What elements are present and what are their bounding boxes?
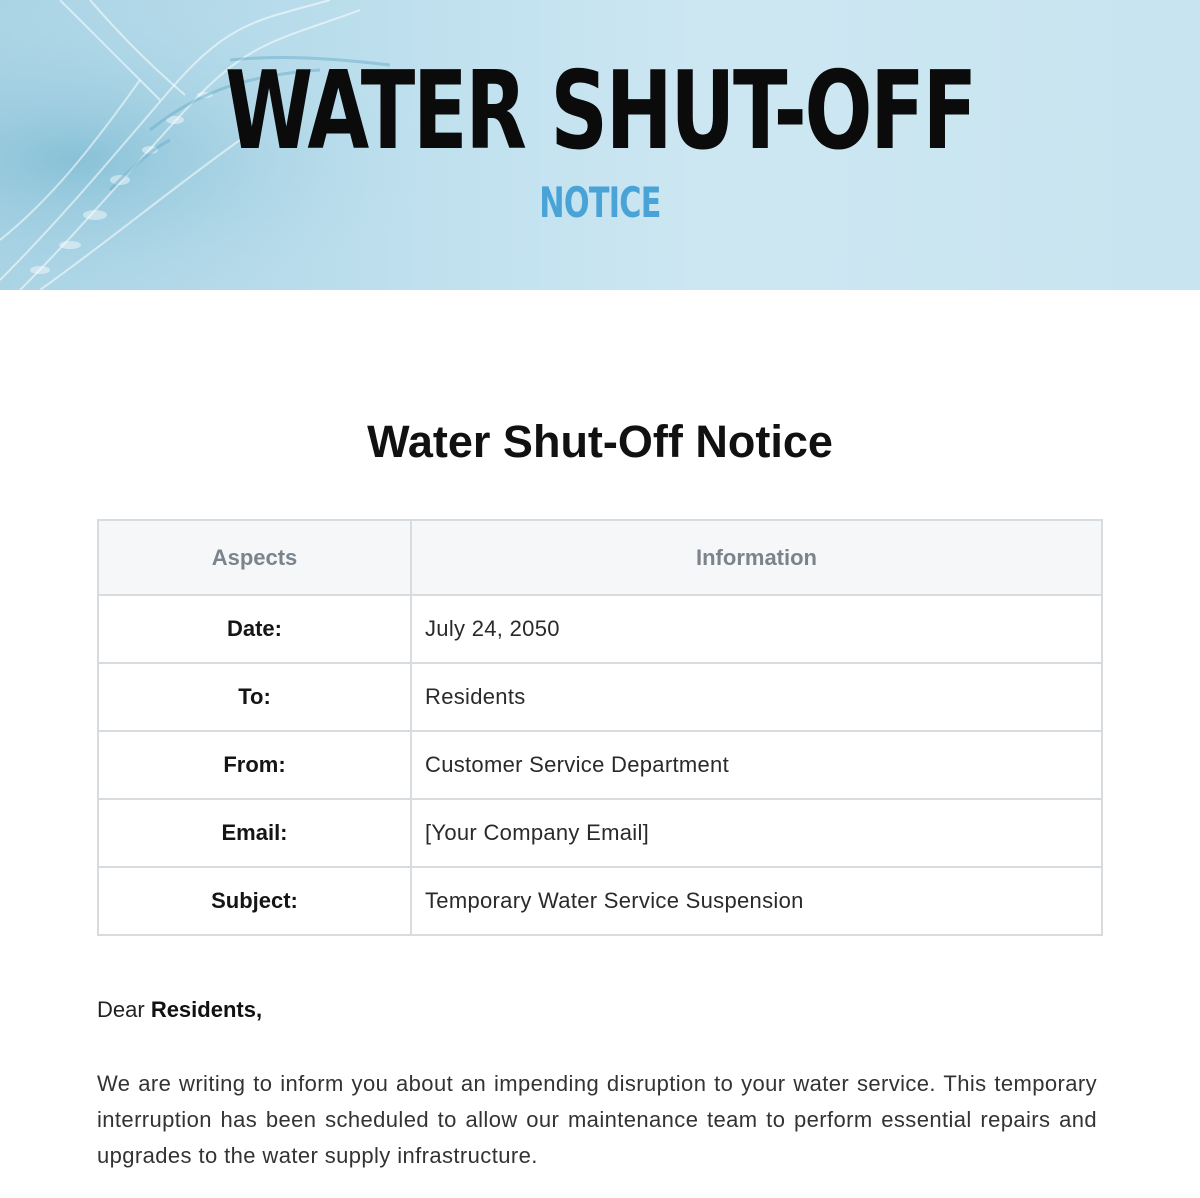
table-row <box>98 731 1102 799</box>
banner-title: WATER SHUT-OFF <box>224 49 976 174</box>
row-value: [Your Company Email] <box>411 799 1102 867</box>
table-row <box>98 595 1102 663</box>
salutation-name: Residents, <box>150 997 263 1022</box>
column-header-information: Information <box>411 520 1102 595</box>
table-row <box>98 799 1102 867</box>
row-value: July 24, 2050 <box>411 595 1102 663</box>
row-label: Date: <box>98 595 411 663</box>
header-banner <box>0 0 1200 290</box>
row-label: To: <box>98 663 411 731</box>
row-value: Residents <box>411 663 1102 731</box>
column-header-aspects: Aspects <box>98 520 411 595</box>
row-label: Email: <box>98 799 411 867</box>
notice-details-table <box>97 519 1103 936</box>
salutation-prefix: Dear <box>97 997 145 1022</box>
document-title: Water Shut-Off Notice <box>367 416 833 467</box>
banner-subtitle: NOTICE <box>539 178 661 227</box>
row-label: Subject: <box>98 867 411 935</box>
table-row <box>98 867 1102 935</box>
row-value: Customer Service Department <box>411 731 1102 799</box>
row-label: From: <box>98 731 411 799</box>
salutation <box>97 997 262 1023</box>
body-paragraph: We are writing to inform you about an impending disruption to your water service. This temporary interruption has been scheduled to allow our maintenance team to perform essential repairs and upgrades to the water supply infrastructure. <box>97 1071 1097 1168</box>
table-header-row <box>98 520 1102 595</box>
row-value: Temporary Water Service Suspension <box>411 867 1102 935</box>
table-row <box>98 663 1102 731</box>
